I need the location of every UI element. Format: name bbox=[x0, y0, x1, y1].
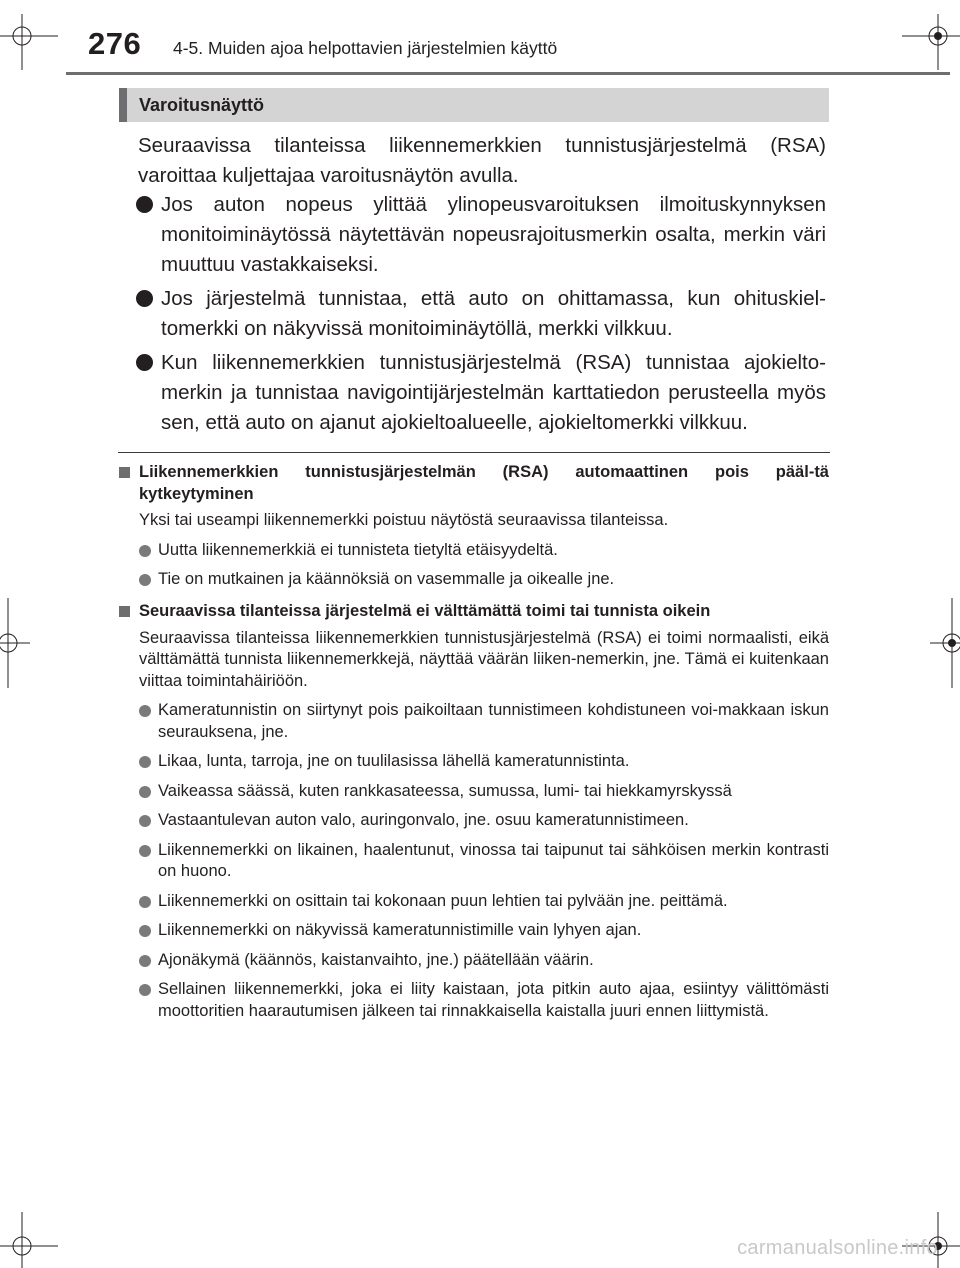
section-bullet-item bbox=[138, 348, 826, 438]
note-bullet-text: Likaa, lunta, tarroja, jne on tuulilasissa lähellä kameratunnistinta. bbox=[158, 752, 630, 770]
section-bullet-item bbox=[138, 190, 826, 280]
bullet-dot-icon bbox=[139, 896, 151, 908]
note-bullet-item bbox=[119, 751, 829, 773]
bullet-dot-icon bbox=[139, 574, 151, 586]
square-bullet-icon bbox=[119, 606, 130, 617]
note-bullet-item bbox=[119, 840, 829, 883]
bullet-dot-icon bbox=[139, 815, 151, 827]
note-bullet-text: Tie on mutkainen ja käännöksiä on vasemmalle ja oikealle jne. bbox=[158, 570, 615, 588]
bullet-dot-icon bbox=[139, 845, 151, 857]
bullet-dot-icon bbox=[139, 984, 151, 996]
note-heading-text: Liikennemerkkien tunnistusjärjestelmän (RSA) automaattinen pois pääl-tä kytkeytyminen bbox=[139, 463, 829, 503]
bullet-dot-icon bbox=[136, 354, 153, 371]
watermark: carmanualsonline.info bbox=[737, 1237, 938, 1259]
bullet-dot-icon bbox=[136, 196, 153, 213]
note-bullet-item bbox=[119, 569, 829, 591]
section-bullet-text: Kun liikennemerkkien tunnistusjärjestelmä (RSA) tunnistaa ajokielto-merkin ja tunnistaa navigointijärjestelmän karttatiedon perusteella myös sen, että auto on ajanut ajokieltoalueelle, ajokieltomerkki vilkkuu. bbox=[161, 351, 826, 434]
section-bullet-text: Jos järjestelmä tunnistaa, että auto on ohittamassa, kun ohituskiel-tomerkki on näkyvissä monitoiminäytöllä, merkki vilkkuu. bbox=[161, 287, 826, 340]
note-bullet-text: Kameratunnistin on siirtynyt pois paikoiltaan tunnistimeen kohdistuneen voi-makkaan iskun seurauksena, jne. bbox=[158, 701, 829, 741]
section-divider bbox=[118, 452, 830, 453]
note-block-auto-off bbox=[119, 462, 829, 591]
note-bullet-text: Liikennemerkki on likainen, haalentunut, vinossa tai taipunut tai sähköisen merkin kontrasti on huono. bbox=[158, 840, 829, 880]
crop-mark-top-right bbox=[900, 14, 960, 74]
note-bullet-item bbox=[119, 700, 829, 743]
square-bullet-icon bbox=[119, 467, 130, 478]
note-text: Yksi tai useampi liikennemerkki poistuu näytöstä seuraavissa tilanteissa. bbox=[139, 511, 669, 529]
bullet-dot-icon bbox=[139, 545, 151, 557]
note-bullet-item bbox=[119, 891, 829, 913]
crop-mark-middle-left bbox=[0, 598, 40, 688]
bullet-dot-icon bbox=[139, 925, 151, 937]
note-bullet-item bbox=[119, 950, 829, 972]
crop-mark-bottom-left bbox=[0, 1208, 60, 1268]
bullet-dot-icon bbox=[139, 705, 151, 717]
section-bullet-list bbox=[138, 190, 826, 442]
note-bullet-text: Uutta liikennemerkkiä ei tunnisteta tietyltä etäisyydeltä. bbox=[158, 540, 558, 559]
section-title: Varoitusnäyttö bbox=[139, 95, 265, 115]
note-bullet-item bbox=[119, 540, 829, 562]
note-text: Seuraavissa tilanteissa liikennemerkkien tunnistusjärjestelmä (RSA) ei toimi normaalisti, eikä välttämättä tunnista liikennemerkkejä, näyttää väärän liiken-nemerkin, jne. Tämä ei kuitenkaan viittaa toimintahäiriöön. bbox=[139, 628, 829, 690]
note-bullet-item bbox=[119, 781, 829, 803]
header-rule bbox=[66, 72, 950, 75]
note-bullet-text: Vaikeassa säässä, kuten rankkasateessa, sumussa, lumi- tai hiekkamyrskyssä bbox=[158, 781, 732, 800]
section-intro bbox=[138, 131, 826, 191]
section-bullet-text: Jos auton nopeus ylittää ylinopeusvaroituksen ilmoituskynnyksen monitoiminäytössä näytettävän nopeusrajoitusmerkin osalta, merkin väri muuttuu vastakkaiseksi. bbox=[161, 193, 826, 276]
note-heading bbox=[119, 601, 829, 623]
note-bullet-text: Vastaantulevan auton valo, auringonvalo, jne. osuu kameratunnistimeen. bbox=[158, 811, 689, 829]
note-heading-text: Seuraavissa tilanteissa järjestelmä ei välttämättä toimi tai tunnista oikein bbox=[139, 602, 711, 620]
note-bullet-text: Ajonäkymä (käännös, kaistanvaihto, jne.) päätellään väärin. bbox=[158, 950, 594, 969]
section-intro-text: Seuraavissa tilanteissa liikennemerkkien tunnistusjärjestelmä (RSA) varoittaa kuljettajaa varoitusnäytön avulla. bbox=[138, 134, 826, 187]
bullet-dot-icon bbox=[139, 786, 151, 798]
running-head: 4-5. Muiden ajoa helpottavien järjestelmien käyttö bbox=[173, 38, 558, 58]
note-bullet-text: Liikennemerkki on näkyvissä kameratunnistimille vain lyhyen ajan. bbox=[158, 921, 642, 939]
note-block-limitations bbox=[119, 601, 829, 1022]
note-heading bbox=[119, 462, 829, 505]
note-bullet-text: Sellainen liikennemerkki, joka ei liity kaistaan, jota pitkin auto ajaa, esiintyy välittömästi moottoritien haarautumisen jälkeen tai rinnakkaisella kaistalla juuri ennen liittymistä. bbox=[158, 980, 829, 1020]
crop-mark-middle-right bbox=[920, 598, 960, 688]
bullet-dot-icon bbox=[139, 756, 151, 768]
bullet-dot-icon bbox=[136, 290, 153, 307]
note-bullet-text: Liikennemerkki on osittain tai kokonaan puun lehtien tai pylvään jne. peittämä. bbox=[158, 891, 728, 910]
section-bullet-item bbox=[138, 284, 826, 344]
note-bullet-item bbox=[119, 810, 829, 832]
section-title-bar bbox=[119, 88, 127, 122]
section-title-box bbox=[119, 88, 829, 122]
note-bullet-item bbox=[119, 979, 829, 1022]
note-bullet-item bbox=[119, 920, 829, 942]
bullet-dot-icon bbox=[139, 955, 151, 967]
crop-mark-top-left bbox=[0, 14, 60, 74]
page-number: 276 bbox=[88, 26, 142, 61]
